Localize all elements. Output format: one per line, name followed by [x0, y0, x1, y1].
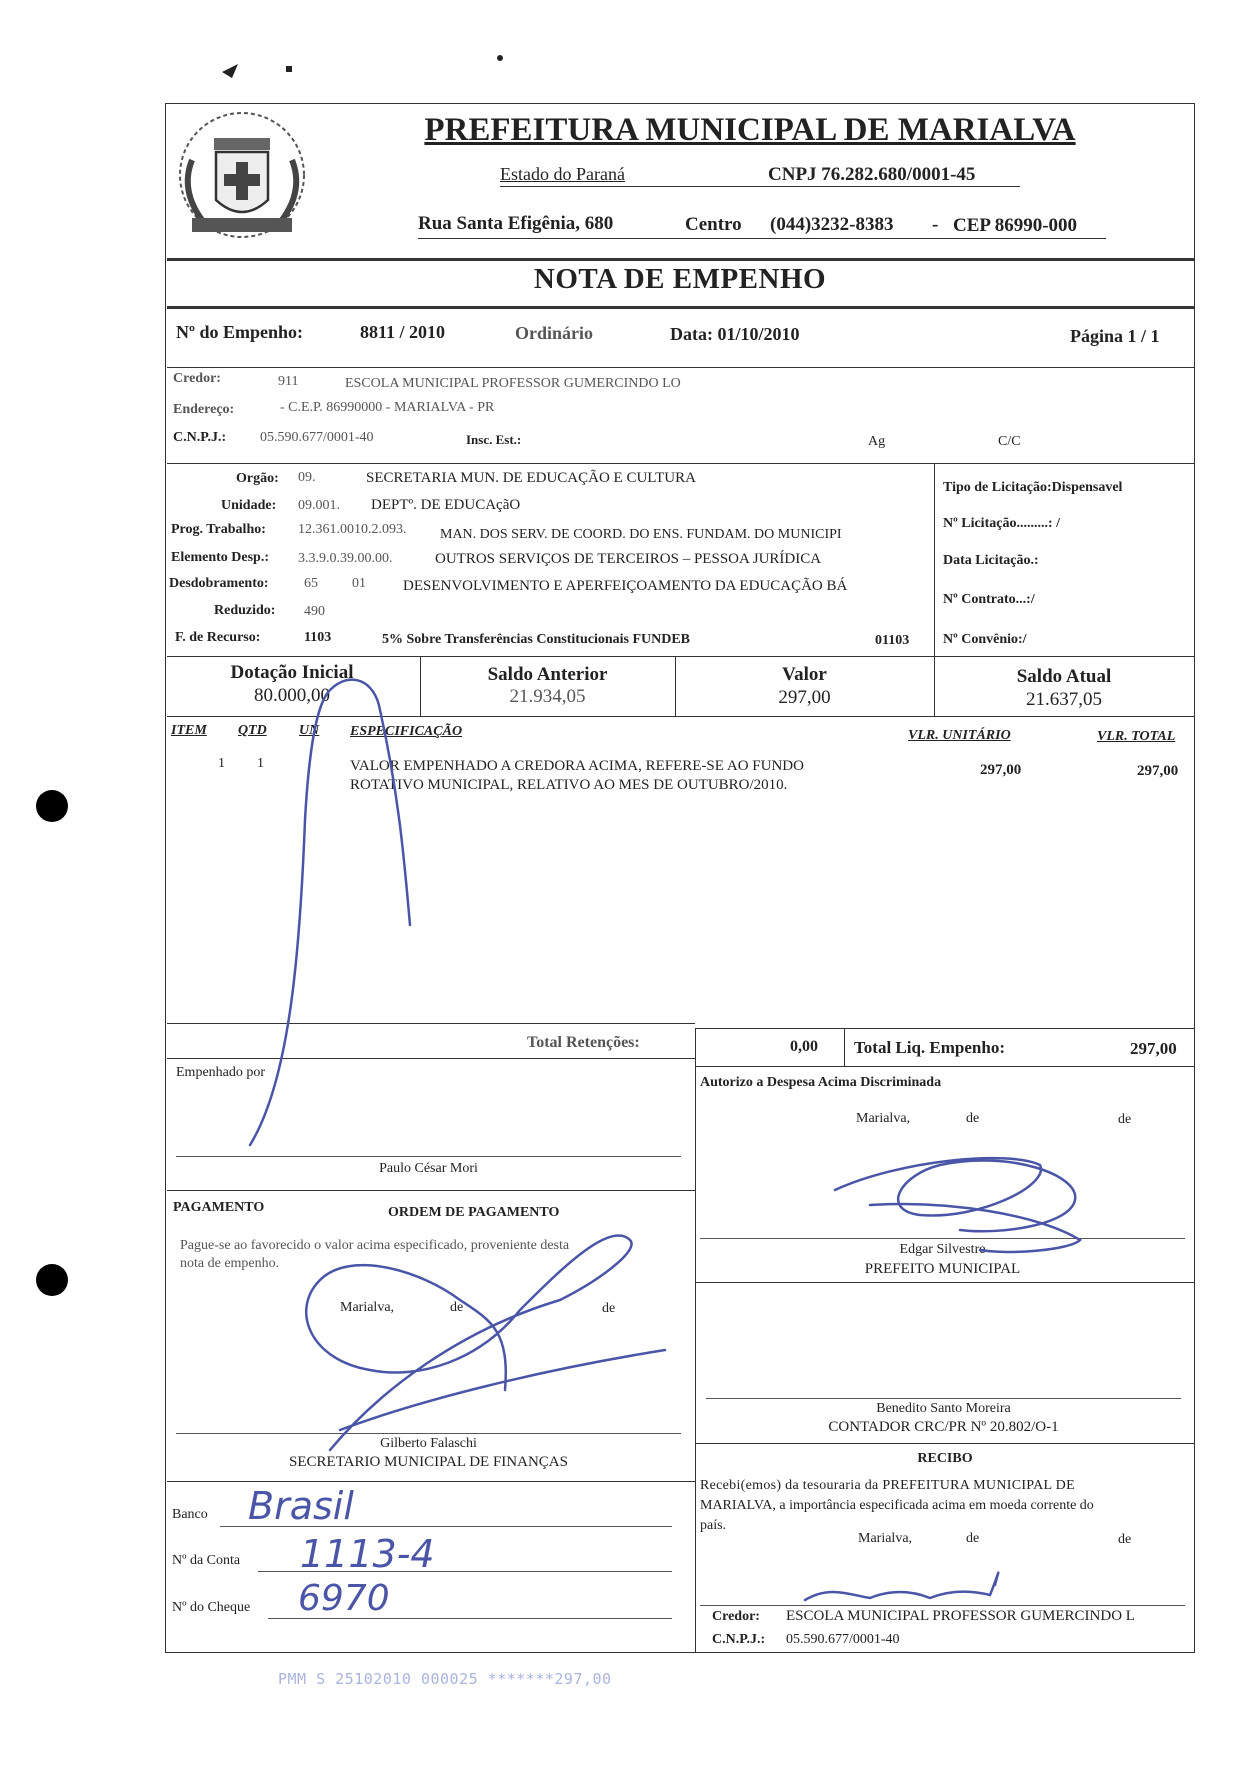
col-item: ITEM	[171, 723, 207, 738]
item-qtd: 1	[257, 756, 264, 771]
cheque-value: 6970	[298, 1578, 390, 1619]
recibo-text-line1: Recebi(emos) da tesouraria da PREFEITURA MUNICIPAL DE	[700, 1478, 1075, 1493]
retencoes-label: Total Retenções:	[527, 1034, 640, 1051]
col-qtd: QTD	[238, 723, 267, 738]
unidade-name: DEPTº. DE EDUCAçãO	[371, 497, 521, 513]
saldo-atual-label: Saldo Atual	[1016, 666, 1112, 687]
recibo-cnpj-value: 05.590.677/0001-40	[786, 1632, 900, 1647]
recibo-text-line3: país.	[700, 1518, 727, 1533]
binder-hole-top	[36, 790, 68, 822]
licitacao-tipo: Tipo de Licitação:Dispensavel	[943, 480, 1123, 495]
reduzido-label: Reduzido:	[214, 603, 276, 618]
recurso-name: 5% Sobre Transferências Constitucionais FUNDEB	[382, 632, 691, 647]
address-center: Centro	[685, 214, 742, 235]
page-number: Página 1 / 1	[1070, 326, 1160, 346]
dotacao-value: 80.000,00	[254, 685, 330, 706]
item-number: 1	[218, 756, 225, 771]
recurso-code: 1103	[304, 630, 332, 645]
conta-label: Nº da Conta	[172, 1553, 241, 1568]
unidade-code: 09.001.	[298, 498, 340, 513]
autorizo-de2: de	[1118, 1112, 1132, 1127]
item-desc-line1: VALOR EMPENHADO A CREDORA ACIMA, REFERE-SE AO FUNDO	[350, 758, 804, 774]
empenhado-label: Empenhado por	[176, 1065, 266, 1080]
autorizo-title: Autorizo a Despesa Acima Discriminada	[700, 1075, 942, 1090]
contador-name: Benedito Santo Moreira	[876, 1401, 1011, 1416]
phone: (044)3232-8383	[770, 214, 894, 235]
endereco-label: Endereço:	[173, 402, 235, 417]
cheque-label: Nº do Cheque	[172, 1600, 251, 1615]
pagamento-de2: de	[602, 1301, 616, 1316]
cnpj-header: CNPJ 76.282.680/0001-45	[768, 164, 976, 185]
saldo-atual-value: 21.637,05	[1026, 689, 1102, 710]
recibo-credor-name: ESCOLA MUNICIPAL PROFESSOR GUMERCINDO L	[786, 1608, 1135, 1624]
licitacao-data: Data Licitação.:	[943, 553, 1039, 568]
autorizo-place: Marialva,	[856, 1111, 911, 1126]
liq-value: 297,00	[1130, 1039, 1177, 1058]
empenho-number: 8811 / 2010	[360, 322, 446, 342]
retencoes-value: 0,00	[790, 1038, 818, 1055]
empenhado-name: Paulo César Mori	[379, 1161, 478, 1176]
pagamento-text-line1: Pague-se ao favorecido o valor acima especificado, proveniente desta	[180, 1238, 570, 1253]
header-underline	[500, 186, 1020, 187]
ordem-pagamento-title: ORDEM DE PAGAMENTO	[388, 1205, 560, 1220]
licitacao-numero: Nº Licitação.........: /	[943, 516, 1060, 531]
valor-value: 297,00	[778, 687, 831, 708]
recibo-title: RECIBO	[917, 1451, 973, 1466]
binder-hole-bottom	[36, 1264, 68, 1296]
insc-label: Insc. Est.:	[466, 432, 522, 447]
recibo-place: Marialva,	[858, 1531, 913, 1546]
desdobramento-code1: 65	[304, 576, 318, 591]
saldo-anterior-label: Saldo Anterior	[487, 664, 608, 685]
municipality-title: PREFEITURA MUNICIPAL DE MARIALVA	[424, 112, 1076, 148]
empenho-date: Data: 01/10/2010	[670, 324, 800, 344]
pagamento-name: Gilberto Falaschi	[380, 1436, 477, 1451]
col-vlr-unitario: VLR. UNITÁRIO	[908, 728, 1011, 743]
desdobramento-label: Desdobramento:	[169, 576, 269, 591]
address-underline	[418, 238, 1106, 239]
item-total-value: 297,00	[1137, 763, 1179, 779]
prog-name: MAN. DOS SERV. DE COORD. DO ENS. FUNDAM. DO MUNICIPI	[440, 527, 842, 542]
credor-label: Credor:	[173, 371, 221, 386]
address: Rua Santa Efigênia, 680	[418, 213, 614, 234]
elemento-name: OUTROS SERVIÇOS DE TERCEIROS – PESSOA JURÍDICA	[435, 551, 822, 567]
pagamento-label: PAGAMENTO	[173, 1200, 265, 1215]
prog-label: Prog. Trabalho:	[171, 522, 266, 537]
col-especificacao: ESPECIFICAÇÃO	[350, 724, 463, 739]
desdobramento-name: DESENVOLVIMENTO E APERFEIÇOAMENTO DA EDUCAÇÃO BÁ	[403, 578, 848, 594]
elemento-label: Elemento Desp.:	[171, 550, 269, 565]
liq-label: Total Liq. Empenho:	[854, 1038, 1005, 1057]
banco-label: Banco	[172, 1507, 208, 1522]
recibo-text-line2: MARIALVA, a importância especificada acima em moeda corrente do	[700, 1498, 1094, 1513]
dotacao-label: Dotação Inicial	[230, 662, 354, 683]
valor-label: Valor	[782, 664, 827, 685]
cep: CEP 86990-000	[953, 215, 1078, 236]
autorizo-name: Edgar Silvestre	[899, 1242, 986, 1257]
prog-code: 12.361.0010.2.093.	[298, 522, 407, 537]
contador-role: CONTADOR CRC/PR Nº 20.802/O-1	[828, 1419, 1059, 1435]
document-title: NOTA DE EMPENHO	[533, 263, 827, 295]
item-desc-line2: ROTATIVO MUNICIPAL, RELATIVO AO MES DE OUTUBRO/2010.	[350, 777, 788, 793]
credor-name: ESCOLA MUNICIPAL PROFESSOR GUMERCINDO LO	[345, 376, 681, 391]
address-dash: -	[932, 214, 939, 235]
recibo-de2: de	[1118, 1532, 1132, 1547]
banco-value: Brasil	[248, 1484, 354, 1528]
machine-stamp: PMM S 25102010 000025 *******297,00	[278, 1670, 612, 1688]
contrato-number: Nº Contrato...:/	[943, 592, 1035, 607]
pagamento-role: SECRETARIO MUNICIPAL DE FINANÇAS	[289, 1454, 568, 1470]
coat-of-arms-logo	[172, 100, 312, 250]
recurso-label: F. de Recurso:	[175, 630, 261, 645]
elemento-code: 3.3.9.0.39.00.00.	[298, 551, 393, 566]
reduzido-value: 490	[304, 604, 325, 619]
autorizo-de1: de	[966, 1111, 980, 1126]
recibo-credor-label: Credor:	[712, 1609, 760, 1624]
desdobramento-code2: 01	[352, 576, 366, 591]
empenho-type: Ordinário	[515, 323, 594, 343]
orgao-code: 09.	[298, 470, 316, 485]
credor-code: 911	[278, 374, 299, 389]
ag-label: Ag	[868, 434, 886, 449]
saldo-anterior-value: 21.934,05	[509, 686, 586, 707]
recibo-cnpj-label: C.N.P.J.:	[712, 1632, 766, 1647]
convenio-number: Nº Convênio:/	[943, 632, 1027, 647]
pagamento-text-line2: nota de empenho.	[180, 1256, 280, 1271]
col-un: UN	[299, 723, 320, 738]
cnpj-label: C.N.P.J.:	[173, 430, 227, 445]
orgao-label: Orgão:	[236, 471, 279, 486]
unidade-label: Unidade:	[221, 498, 277, 513]
recibo-de1: de	[966, 1531, 980, 1546]
autorizo-role: PREFEITO MUNICIPAL	[864, 1261, 1021, 1277]
pagamento-de1: de	[450, 1300, 464, 1315]
cc-label: C/C	[998, 434, 1021, 449]
conta-value: 1113-4	[300, 1532, 435, 1576]
cnpj-value: 05.590.677/0001-40	[260, 430, 374, 445]
col-vlr-total: VLR. TOTAL	[1097, 729, 1176, 744]
item-unit-value: 297,00	[980, 762, 1022, 778]
orgao-name: SECRETARIA MUN. DE EDUCAÇÃO E CULTURA	[366, 470, 696, 486]
empenho-label: Nº do Empenho:	[176, 322, 303, 342]
state-name: Estado do Paraná	[500, 164, 625, 184]
recurso-code2: 01103	[875, 633, 910, 648]
pagamento-place: Marialva,	[340, 1300, 395, 1315]
endereco-value: - C.E.P. 86990000 - MARIALVA - PR	[280, 400, 495, 415]
